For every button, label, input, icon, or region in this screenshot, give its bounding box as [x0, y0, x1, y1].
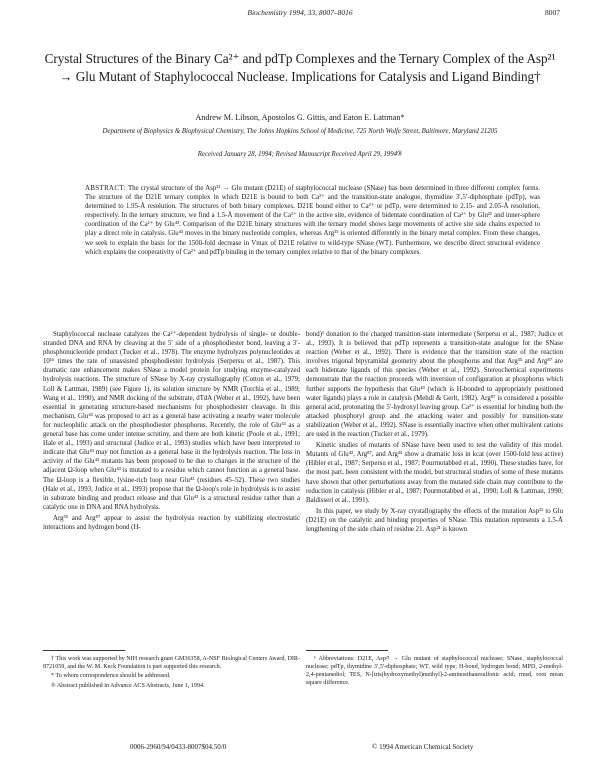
body-paragraph: Kinetic studies of mutants of SNase have been used to test the validity of this model. Mutants of Glu⁴³, Arg⁸⁷, and Arg³⁵ show a dramatic loss in kcat (over 1500-fold less active) (Hibler et al., 1987; Serpersu et al., 1987; Pourmotabbed et al., 1990). These studies have, for the most part, been consistent with the model, but structural studies of some of these mutants have shown that other perturbations away from the mutated side chain may contribute to the reduction in catalysis (Hibler et al., 1987; Pourmotabbed et al., 1990; Loll & Lattman, 1990; Baldisseri et al., 1991).	[306, 442, 563, 504]
footnote: ® Abstract published in Advance ACS Abstracts, June 1, 1994.	[51, 682, 205, 689]
article-identifier: 0006-2960/94/0433-8007$04.50/0	[130, 743, 227, 751]
body-paragraph: In this paper, we study by X-ray crystallography the effects of the mutation Asp²¹ to Glu (D21E) on the catalytic and binding properties of SNase. This mutation represents a 1.5-Å lengthening of the side chain of residue 21. Asp²¹ is known	[306, 507, 563, 533]
body-paragraph: Staphylococcal nuclease catalyzes the Ca²⁺-dependent hydrolysis of single- or double-stranded DNA and RNA by cleaving at the 5′ side of a phosphodiester bond, leaving a 3′-phosphonucleotide product (Tucker et al., 1978). The enzyme hydrolyzes polynucleotides at 10¹⁶ times the rate of unassisted phosphodiester hydrolysis (Serpersu et al., 1987). This dramatic rate enhancement makes SNase a model protein for studying enzyme-catalyzed hydrolysis reactions. The structure of SNase by X-ray crystallography (Cotton et al., 1979; Loll & Lattman, 1989) (see Figure 1), its solution structure by NMR (Torchia et al., 1989; Wang et al., 1990), and NMR docking of the substrate, dTdA (Weber et al., 1992), have been essential in generating structure-based mechanisms for phosphodiester cleavage. In this mechanism, Glu⁴³ was proposed to act as a general base activating a nearby water molecule for nucleophilic attack on the phosphodiester phosphorus. Recently, the role of Glu⁴³ as a general base has come under intense scrutiny, and there are both kinetic (Poole et al., 1991; Hale et al., 1993) and structural (Judice et al., 1993) studies which have been interpreted to indicate that Glu⁴³ may not function as a general base in the hydrolysis reaction. The loss in activity of the Glu⁴³ mutants has been proposed to be due to changes in the structure of the adjacent Ω-loop when Glu⁴³ is mutated to a residue which cannot function as a general base. The Ω-loop is a flexible, lysine-rich loop near Glu⁴³ (residues 45–52). These two studies (Hale et al., 1993; Judice et al., 1993) propose that the Ω-loop's role in hydrolysis is to assist in substrate binding and product release and that Glu⁴³ is a structural residue rather than a catalytic one in DNA and RNA hydrolysis.	[43, 331, 300, 511]
body-paragraph: bond)¹ donation to the charged transition-state intermediate (Serpersu et al., 1987; Judice et al., 1993). It is believed that pdTp represents a transition-state analogue for the SNase reaction (Weber et al., 1992). There is evidence that the transition state of the reaction involves trigonal bipyramidal geometry about the phosphorus and that Arg³⁵ and Arg⁸⁷ are each bidentate ligands of this species (Weber et al., 1992). Stereochemical experiments demonstrate that the reaction proceeds with inversion of configuration at phosphorus which further supports the hypothesis that Glu⁴³ (which is H-bonded to appropriately positioned water ligands) plays a role in catalysis (Mehdi & Gerlt, 1982). Arg⁸⁷ is considered a possible general acid, protonating the 5′-hydroxyl leaving group. Ca²⁺ is essential for binding both the attacked phosphoryl group and the attacking water and possibly for transition-state stabilization (Weber et al., 1992). SNase is essentially inactive when other multivalent cations are used in the reaction (Tucker et al., 1979).	[306, 331, 563, 439]
body-column-left	[43, 330, 300, 534]
footnote: * To whom correspondence should be addressed.	[51, 673, 171, 680]
author-list: Andrew M. Libson, Apostolos G. Gittis, and Eaton E. Lattman*	[195, 113, 405, 122]
abstract	[85, 184, 540, 257]
footnote: ¹ Abbreviations: D21E, Asp²¹ → Glu mutant of staphylococcal nuclease; SNase, staphylococcal nuclease; pdTp, thymidine 3′,5′-diphosphate; WT, wild type; H-bond, hydrogen bond; MPD, 2-methyl-2,4-pentanediol; TES, N-[tris(hydroxymethyl)methyl]-2-aminoethanesulfonic acid; rmsd, root mean square difference.	[306, 656, 563, 686]
abstract-label: ABSTRACT:	[85, 185, 126, 192]
body-column-right	[306, 330, 563, 536]
footnotes-left	[43, 656, 300, 692]
page-number: 8007	[545, 8, 560, 17]
abstract-text: The crystal structure of the Asp²¹ → Glu mutant (D21E) of staphylococcal nuclease (SNase) has been determined in three different complex forms. The structure of the D21E ternary complex in which D21E is bound to both Ca²⁺ and the transition-state analogue, thymidine 3′,5′-diphosphate (pdTp), was determined to 1.95-Å resolution. The structures of both binary complexes, D21E bound either to Ca²⁺ or pdTp, were determined to 2.15- and 2.05-Å resolution, respectively. In the ternary structure, we find a 1.5-Å movement of the Ca²⁺ in the active site, evidence of bidentate coordination of Ca²⁺ by Glu²¹ and inner-sphere coordination of the Ca²⁺ by Glu⁴³. Comparison of the D21E binary structures with the ternary model shows large movements of active site side chains expected to play a direct role in catalysis. Glu⁴³ moves in the binary nucleotide complex, whereas Arg³⁵ is oriented differently in the binary metal complex. From these changes, we seek to explain the basis for the 1500-fold decrease in Vmax of D21E relative to wild-type SNase (WT). Furthermore, we describe direct structural evidence which explains the cooperativity of Ca²⁺ and pdTp binding in the ternary complex relative to that of the binary complexes.	[85, 185, 541, 256]
received-dates: Received January 28, 1994; Revised Manuscript Received April 29, 1994®	[197, 151, 403, 158]
footnotes-right	[306, 656, 563, 689]
article-title: Crystal Structures of the Binary Ca²⁺ and pdTp Complexes and the Ternary Complex of the Asp²¹ → Glu Mutant of Staphylococcal Nuclease. Implications for Catalysis and Ligand Binding†	[44, 51, 556, 84]
copyright-notice: © 1994 American Chemical Society	[372, 743, 474, 751]
footnote-divider	[306, 650, 388, 651]
affiliation: Department of Biophysics & Biophysical Chemistry, The Johns Hopkins School of Medicine, 725 North Wolfe Street, Baltimore, Maryland 21205	[102, 128, 498, 135]
footnote-divider	[43, 650, 125, 651]
footnote: † This work was supported by NIH research grant GM36358, A-NSF Biological Centers Award, DIR-8721059, and the W. M. Keck Foundation is part supported this research.	[43, 656, 300, 670]
body-paragraph: Arg³⁵ and Arg⁸⁷ appear to assist the hydrolysis reaction by stabilizing electrostatic interactions and hydrogen bond (H-	[43, 514, 300, 531]
journal-citation: Biochemistry 1994, 33, 8007–8016	[247, 8, 353, 17]
